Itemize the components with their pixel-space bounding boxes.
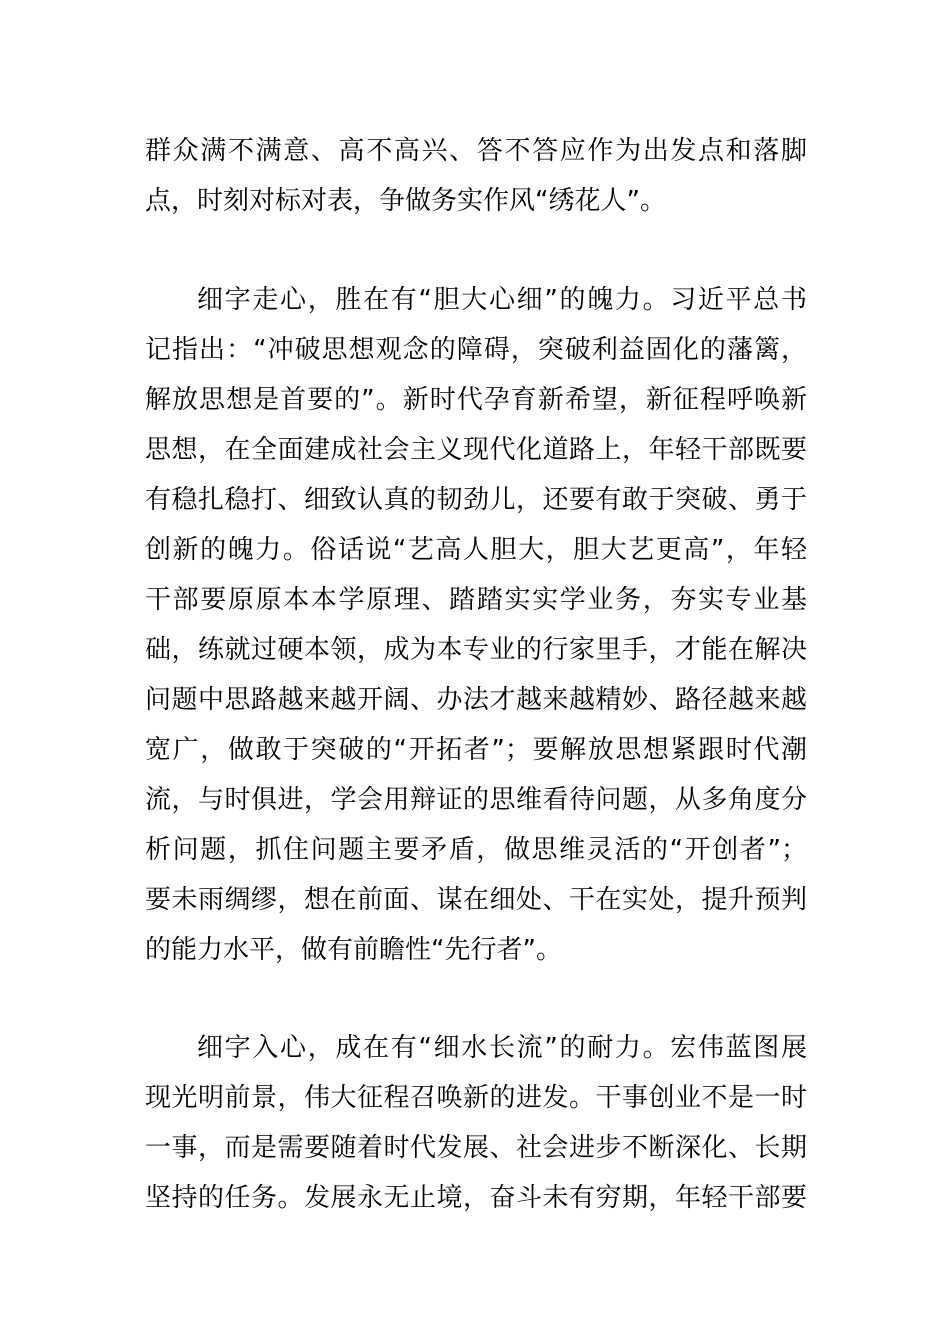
paragraph-line: 创新的魄力。俗话说“艺高人胆大，胆大艺更高”，年轻	[145, 535, 807, 565]
paragraph-line: 解放思想是首要的”。新时代孕育新希望，新征程呼唤新	[145, 385, 807, 415]
paragraph-line: 有稳扎稳打、细致认真的韧劲儿，还要有敢于突破、勇于	[145, 485, 807, 515]
paragraph-1	[145, 126, 807, 226]
paragraph-line: 析问题，抓住问题主要矛盾，做思维灵活的“开创者”；	[145, 835, 807, 865]
paragraph-2	[145, 275, 807, 975]
paragraph-line: 础，练就过硬本领，成为本专业的行家里手，才能在解决	[145, 635, 807, 665]
paragraph-line: 细字走心，胜在有“胆大心细”的魄力。习近平总书	[197, 285, 807, 315]
paragraph-line: 问题中思路越来越开阔、办法才越来越精妙、路径越来越	[145, 685, 807, 715]
paragraph-line: 思想，在全面建成社会主义现代化道路上，年轻干部既要	[145, 435, 807, 465]
paragraph-3	[145, 1023, 807, 1223]
paragraph-line: 细字入心，成在有“细水长流”的耐力。宏伟蓝图展	[197, 1033, 807, 1063]
paragraph-line: 的能力水平，做有前瞻性“先行者”。	[145, 935, 562, 965]
paragraph-line: 流，与时俱进，学会用辩证的思维看待问题，从多角度分	[145, 785, 807, 815]
paragraph-line: 现光明前景，伟大征程召唤新的进发。干事创业不是一时	[145, 1083, 807, 1113]
paragraph-line: 要未雨绸缪，想在前面、谋在细处、干在实处，提升预判	[145, 885, 807, 915]
paragraph-line: 点，时刻对标对表，争做务实作风“绣花人”。	[145, 186, 666, 216]
paragraph-line: 宽广，做敢于突破的“开拓者”；要解放思想紧跟时代潮	[145, 735, 807, 765]
paragraph-line: 记指出：“冲破思想观念的障碍，突破利益固化的藩篱，	[145, 335, 807, 365]
paragraph-line: 坚持的任务。发展永无止境，奋斗未有穷期，年轻干部要	[145, 1183, 807, 1213]
paragraph-line: 干部要原原本本学原理、踏踏实实学业务，夯实专业基	[145, 585, 807, 615]
paragraph-line: 一事，而是需要随着时代发展、社会进步不断深化、长期	[145, 1133, 807, 1163]
paragraph-line: 群众满不满意、高不高兴、答不答应作为出发点和落脚	[145, 136, 807, 166]
